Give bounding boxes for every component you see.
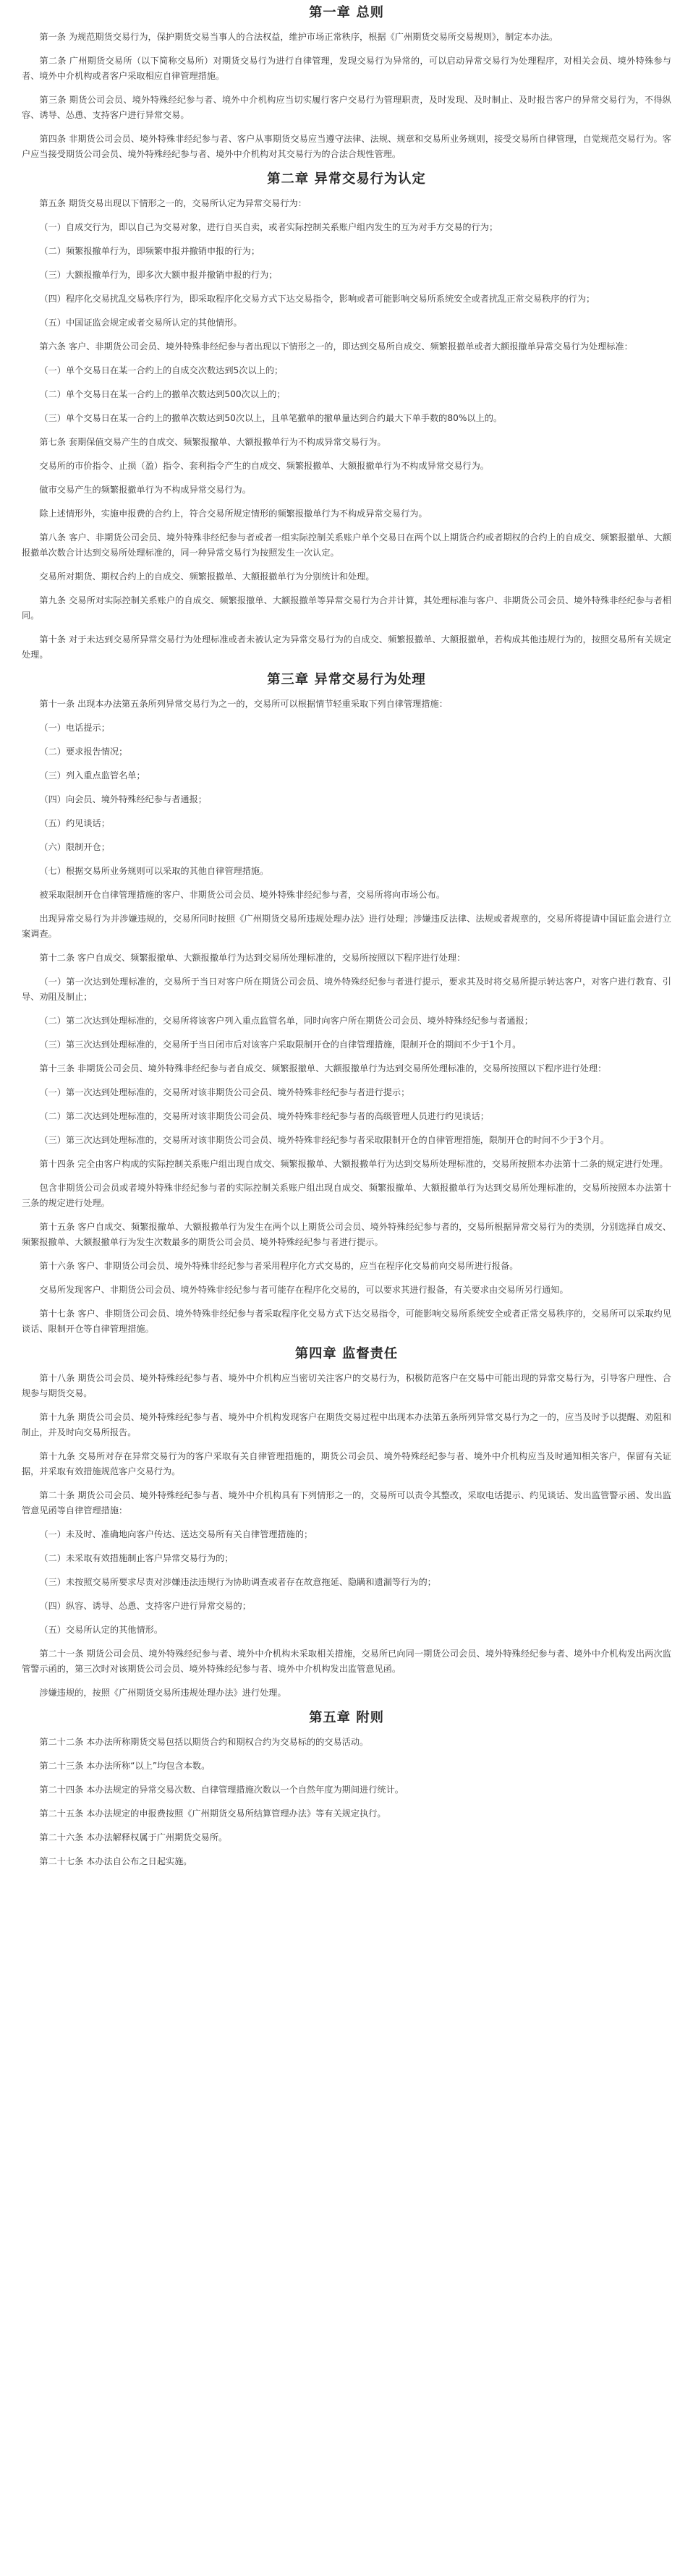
article-paragraph: （一）第一次达到处理标准的，交易所于当日对客户所在期货公司会员、境外特殊经纪参与者进行提示，要求其及时将交易所提示转达客户，对客户进行教育、引导、劝阻及制止； [22,977,671,1002]
article-paragraph: 第二十五条 本办法规定的申报费按照《广州期货交易所结算管理办法》等有关规定执行。 [39,1808,386,1819]
article-paragraph: 包含非期货公司会员或者境外特殊非经纪参与者的实际控制关系账户组出现自成交、频繁报撤单、大额报撤单行为达到交易所处理标准的，交易所按照本办法第十三条的规定进行处理。 [22,1183,671,1208]
article-paragraph: 第九条 交易所对实际控制关系账户的自成交、频繁报撤单、大额报撤单等异常交易行为合并计算，其处理标准与客户、非期货公司会员、境外特殊非经纪参与者相同。 [22,595,671,621]
article-paragraph: 做市交易产生的频繁报撤单行为不构成异常交易行为。 [39,485,251,495]
article-paragraph: （二）第二次达到处理标准的，交易所对该非期货公司会员、境外特殊非经纪参与者的高级管理人员进行约见谈话； [39,1111,489,1121]
article-paragraph: 交易所对期货、期权合约上的自成交、频繁报撤单、大额报撤单行为分别统计和处理。 [39,571,375,582]
article-paragraph: （一）未及时、准确地向客户传达、送达交易所有关自律管理措施的； [39,1529,313,1539]
chapter-heading: 第二章 异常交易行为认定 [267,171,426,187]
article-paragraph: 第十九条 期货公司会员、境外特殊经纪参与者、境外中介机构发现客户在期货交易过程中出现本办法第五条所列异常交易行为之一的，应当及时予以提醒、劝阻和制止，并及时向交易所报告。 [22,1412,671,1437]
article-paragraph: （四）向会员、境外特殊经纪参与者通报； [39,794,207,804]
article-paragraph: 第二十六条 本办法解释权属于广州期货交易所。 [39,1832,228,1842]
article-paragraph: 第六条 客户、非期货公司会员、境外特殊非经纪参与者出现以下情形之一的，即达到交易所自成交、频繁报撤单或者大额报撤单异常交易行为处理标准： [39,341,633,352]
article-paragraph: （四）纵容、诱导、怂恿、支持客户进行异常交易的； [39,1601,251,1611]
article-paragraph: （三）未按照交易所要求尽责对涉嫌违法违规行为协助调查或者存在故意拖延、隐瞒和遗漏等行为的； [39,1577,436,1587]
article-paragraph: 第五条 期货交易出现以下情形之一的，交易所认定为异常交易行为： [39,198,307,208]
article-paragraph: 第十七条 客户、非期货公司会员、境外特殊非经纪参与者采取程序化交易方式下达交易指令，可能影响交易所系统安全或者正常交易秩序的，交易所可以采取约见谈话、限制开仓等自律管理措施。 [22,1309,671,1334]
article-paragraph: 第二十条 期货公司会员、境外特殊经纪参与者、境外中介机构具有下列情形之一的，交易所可以责令其整改，采取电话提示、约见谈话、发出监管警示函、发出监管意见函等自律管理措施： [22,1490,671,1516]
article-paragraph: （二）频繁报撤单行为，即频繁申报并撤销申报的行为； [39,246,260,256]
article-paragraph: 第十八条 期货公司会员、境外特殊经纪参与者、境外中介机构应当密切关注客户的交易行为，积极防范客户在交易中可能出现的异常交易行为，引导客户理性、合规参与期货交易。 [22,1373,671,1398]
chapter-heading: 第五章 附则 [309,1710,384,1725]
article-paragraph: （四）程序化交易扰乱交易秩序行为，即采取程序化交易方式下达交易指令，影响或者可能影响交易所系统安全或者扰乱正常交易秩序的行为； [39,294,595,304]
article-paragraph: 被采取限制开仓自律管理措施的客户、非期货公司会员、境外特殊非经纪参与者，交易所将向市场公布。 [39,890,446,900]
article-paragraph: 第十五条 客户自成交、频繁报撤单、大额报撤单行为发生在两个以上期货公司会员、境外特殊经纪参与者的，交易所根据异常交易行为的类别，分别选择自成交、频繁报撤单、大额报撤单行为发生次数最多的期货公司会员、境外特殊经纪参与者进行提示。 [22,1222,671,1247]
article-paragraph: （一）自成交行为，即以自己为交易对象，进行自买自卖，或者实际控制关系账户组内发生的互为对手方交易的行为； [39,222,498,232]
article-paragraph: 交易所发现客户、非期货公司会员、境外特殊非经纪参与者可能存在程序化交易的，可以要求其进行报备，有关要求由交易所另行通知。 [39,1285,569,1295]
article-paragraph: 出现异常交易行为并涉嫌违规的，交易所同时按照《广州期货交易所违规处理办法》进行处理；涉嫌违反法律、法规或者规章的，交易所将提请中国证监会进行立案调查。 [22,914,671,939]
article-paragraph: 第十九条 交易所对存在异常交易行为的客户采取有关自律管理措施的，期货公司会员、境外特殊经纪参与者、境外中介机构应当及时通知相关客户，保留有关证据，并采取有效措施规范客户交易行为。 [22,1451,671,1476]
article-paragraph: 第十四条 完全由客户构成的实际控制关系账户组出现自成交、频繁报撤单、大额报撤单行为达到交易所处理标准的，交易所按照本办法第十二条的规定进行处理。 [39,1159,668,1169]
article-paragraph: （七）根据交易所业务规则可以采取的其他自律管理措施。 [39,866,269,876]
chapter-heading: 第四章 监督责任 [294,1346,399,1361]
article-paragraph: 第二十四条 本办法规定的异常交易次数、自律管理措施次数以一个自然年度为期间进行统计。 [39,1785,404,1795]
article-paragraph: （五）交易所认定的其他情形。 [39,1625,163,1635]
article-paragraph: 第二十三条 本办法所称“以上”均包含本数。 [39,1761,211,1771]
article-paragraph: （五）约见谈话； [39,818,110,828]
article-paragraph: （二）单个交易日在某一合约上的撤单次数达到500次以上的； [39,389,286,399]
article-paragraph: 第三条 期货公司会员、境外特殊经纪参与者、境外中介机构应当切实履行客户交易行为管理职责，及时发现、及时制止、及时报告客户的异常交易行为，不得纵容、诱导、怂恿、支持客户进行异常交易。 [22,95,671,120]
article-paragraph: 第十六条 客户、非期货公司会员、境外特殊非经纪参与者采用程序化方式交易的，应当在程序化交易前向交易所进行报备。 [39,1261,519,1271]
article-paragraph: （三）第三次达到处理标准的，交易所于当日闭市后对该客户采取限制开仓的自律管理措施，限制开仓的期间不少于1个月。 [39,1040,522,1050]
article-paragraph: 第八条 客户、非期货公司会员、境外特殊非经纪参与者或者一组实际控制关系账户单个交易日在两个以上期货合约或者期权的合约上的自成交、频繁报撤单、大额报撤单次数合计达到交易所处理标准的，同一种异常交易行为按照发生一次认定。 [22,532,671,558]
article-paragraph: （二）第二次达到处理标准的，交易所将该客户列入重点监管名单，同时向客户所在期货公司会员、境外特殊经纪参与者通报； [39,1016,533,1026]
article-paragraph: （六）限制开仓； [39,842,110,852]
article-paragraph: 第十一条 出现本办法第五条所列异常交易行为之一的，交易所可以根据情节轻重采取下列自律管理措施： [39,699,448,709]
article-paragraph: （三）大额报撤单行为，即多次大额申报并撤销申报的行为； [39,270,278,280]
article-paragraph: 第十三条 非期货公司会员、境外特殊非经纪参与者自成交、频繁报撤单、大额报撤单行为达到交易所处理标准的，交易所按照以下程序进行处理： [39,1063,607,1074]
article-paragraph: 第二十七条 本办法自公布之日起实施。 [39,1856,192,1866]
article-paragraph: （三）第三次达到处理标准的，交易所对该非期货公司会员、境外特殊非经纪参与者采取限制开仓的自律管理措施，限制开仓的时间不少于3个月。 [39,1135,610,1145]
article-paragraph: （二）未采取有效措施制止客户异常交易行为的； [39,1553,234,1563]
article-paragraph: （一）单个交易日在某一合约上的自成交次数达到5次以上的； [39,365,284,375]
article-paragraph: 第七条 套期保值交易产生的自成交、频繁报撤单、大额报撤单行为不构成异常交易行为。 [39,437,386,447]
article-paragraph: 第十二条 客户自成交、频繁报撤单、大额报撤单行为达到交易所处理标准的，交易所按照以下程序进行处理： [39,953,466,963]
article-paragraph: 第二十二条 本办法所称期货交易包括以期货合约和期权合约为交易标的的交易活动。 [39,1737,369,1747]
article-paragraph: （三）单个交易日在某一合约上的撤单次数达到50次以上，且单笔撤单的撤单量达到合约最大下单手数的80%以上的。 [39,413,503,423]
article-paragraph: 除上述情形外，实施申报费的合约上，符合交易所规定情形的频繁报撤单行为不构成异常交易行为。 [39,509,428,519]
article-paragraph: （一）第一次达到处理标准的，交易所对该非期货公司会员、境外特殊非经纪参与者进行提示； [39,1087,410,1097]
article-paragraph: 第二条 广州期货交易所（以下简称交易所）对期货交易行为进行自律管理，发现交易行为异常的，可以启动异常交易行为处理程序，对相关会员、境外特殊参与者、境外中介机构或者客户采取相应自律管理措施。 [22,56,671,81]
article-paragraph: （三）列入重点监管名单； [39,770,145,781]
article-paragraph: （五）中国证监会规定或者交易所认定的其他情形。 [39,318,242,328]
article-paragraph: 第一条 为规范期货交易行为，保护期货交易当事人的合法权益，维护市场正常秩序，根据《广州期货交易所交易规则》，制定本办法。 [39,32,558,42]
article-paragraph: （二）要求报告情况； [39,747,128,757]
article-paragraph: 交易所的市价指令、止损（盈）指令、套利指令产生的自成交、频繁报撤单、大额报撤单行为不构成异常交易行为。 [39,461,489,471]
article-paragraph: （一）电话提示； [39,723,110,733]
article-paragraph: 第四条 非期货公司会员、境外特殊非经纪参与者、客户从事期货交易应当遵守法律、法规、规章和交易所业务规则，接受交易所自律管理，自觉规范交易行为。客户应当接受期货公司会员、境外特殊经纪参与者、境外中介机构对其交易行为的合法合规性管理。 [22,134,671,159]
chapter-heading: 第一章 总则 [309,5,384,20]
article-paragraph: 涉嫌违规的，按照《广州期货交易所违规处理办法》进行处理。 [39,1688,286,1698]
article-paragraph: 第二十一条 期货公司会员、境外特殊经纪参与者、境外中介机构未采取相关措施，交易所已向同一期货公司会员、境外特殊经纪参与者、境外中介机构发出两次监管警示函的，第三次时对该期货公司会员、境外特殊经纪参与者、境外中介机构发出监管意见函。 [22,1649,671,1674]
article-paragraph: 第十条 对于未达到交易所异常交易行为处理标准或者未被认定为异常交易行为的自成交、频繁报撤单、大额报撤单，若构成其他违规行为的，按照交易所有关规定处理。 [22,634,671,660]
chapter-heading: 第三章 异常交易行为处理 [267,672,426,687]
